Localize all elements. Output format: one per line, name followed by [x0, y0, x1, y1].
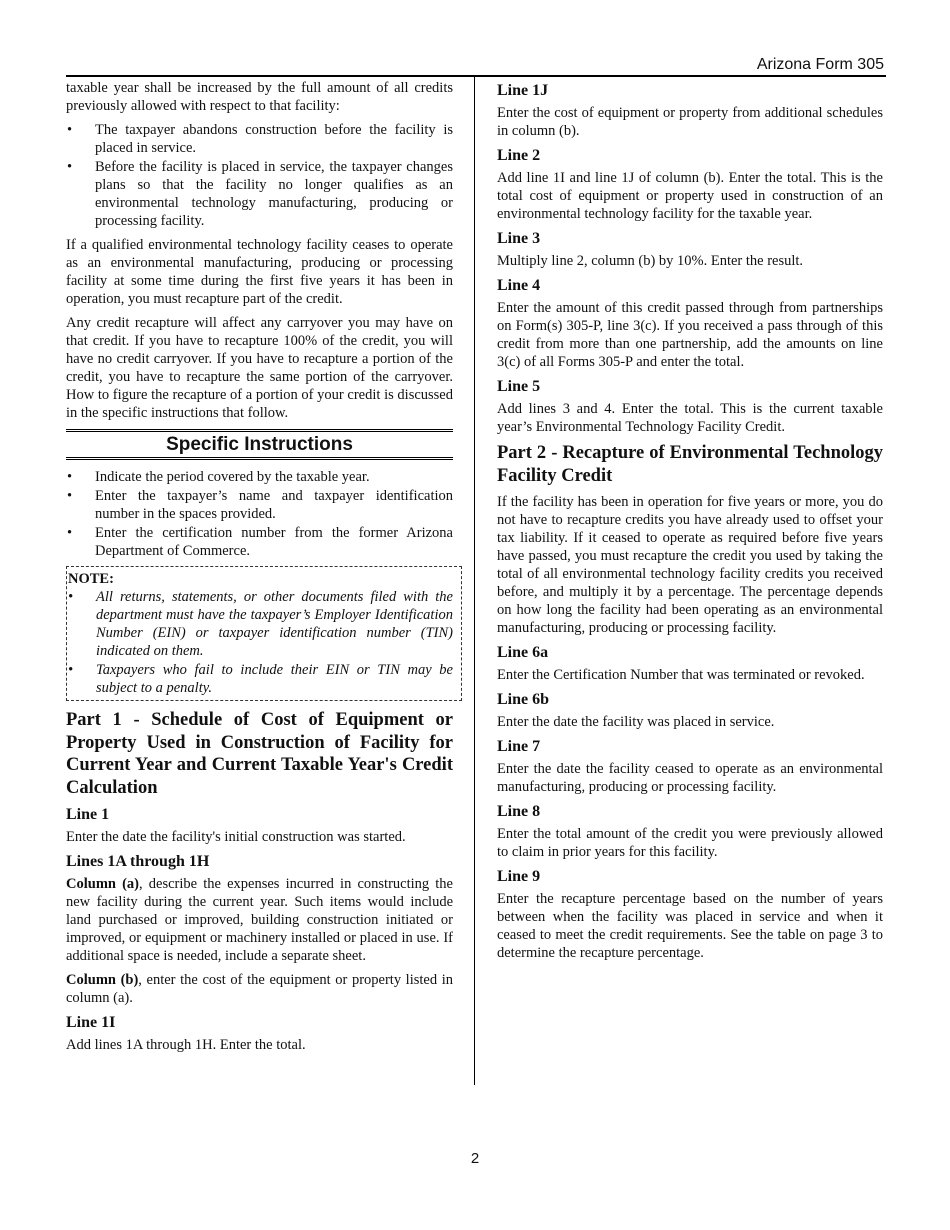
line2-heading: Line 2 — [497, 147, 541, 164]
recapture-conditions-list — [66, 121, 453, 230]
line4-heading: Line 4 — [497, 277, 541, 294]
line6b-heading: Line 6b — [497, 691, 550, 708]
list-item: • Taxpayers who fail to include their EIN or TIN may be subject to a penalty. — [67, 661, 453, 697]
part2-paragraph: If the facility has been in operation for five years or more, you do not have to recapture credits you have already used to offset your tax liability. If it ceased to operate as required before five years have passed, you must recapture the credit you used by taking the total of all environmental technology facility credits you received before, and multiply it by a percentage. The percentage depends on how long the facility had been operating as an environmental manufacturing, producing or processing facility. — [497, 494, 883, 636]
line6b-text: Enter the date the facility was placed in service. — [497, 714, 775, 730]
line1j-heading: Line 1J — [497, 82, 549, 99]
note-box — [66, 566, 462, 701]
column-b-label: Column (b) — [66, 972, 139, 988]
lines1a-1h-heading: Lines 1A through 1H — [66, 853, 210, 870]
column-a-label: Column (a) — [66, 876, 140, 892]
left-column — [66, 79, 453, 1060]
carryover-paragraph: Any credit recapture will affect any carryover you may have on that credit. If you have to recapture 100% of the credit, you will have no credit carryover. If you have to recapture a portion of the credit, you have to recapture the same portion of the carryover. How to figure the recapture of a portion of your credit is discussed in the specific instructions that follow. — [66, 315, 453, 421]
line7-heading: Line 7 — [497, 738, 541, 755]
column-b-paragraph — [66, 971, 453, 1007]
line3-heading: Line 3 — [497, 230, 541, 247]
column-a-text: , describe the expenses incurred in constructing the new facility during the current year. Such items would include land purchased or improved, building construction initiated or improved, or equipment or machinery installed or placed in use. If additional space is needed, include a separate sheet. — [66, 876, 453, 964]
list-item: • The taxpayer abandons construction before the facility is placed in service. — [66, 121, 453, 157]
line7-text: Enter the date the facility ceased to operate as an environmental manufacturing, producing or processing facility. — [497, 761, 883, 795]
line3-text: Multiply line 2, column (b) by 10%. Enter the result. — [497, 253, 804, 269]
form-title: Arizona Form 305 — [756, 56, 884, 73]
line2-text: Add line 1I and line 1J of column (b). Enter the total. This is the total cost of equipment or property used in construction of an environmental technology facility for the taxable year. — [497, 170, 883, 222]
line9-text: Enter the recapture percentage based on the number of years between when the facility was placed in service and when it ceased to meet the credit requirements. See the table on page 3 to determine the recapture percentage. — [497, 891, 883, 961]
list-item: • Enter the certification number from the former Arizona Department of Commerce. — [66, 524, 453, 560]
line9-heading: Line 9 — [497, 868, 541, 885]
column-b-text: , enter the cost of the equipment or property listed in column (a). — [66, 972, 453, 1006]
note-list — [67, 588, 453, 697]
line1-heading: Line 1 — [66, 806, 110, 823]
line1-text: Enter the date the facility's initial construction was started. — [66, 829, 406, 845]
line6a-text: Enter the Certification Number that was terminated or revoked. — [497, 667, 865, 683]
line1i-text: Add lines 1A through 1H. Enter the total. — [66, 1037, 306, 1053]
line4-text: Enter the amount of this credit passed through from partnerships on Form(s) 305-P, line 3(c). If you received a pass through of this credit from more than one partnership, add the amounts on line 3(c) of all Forms 305-P and enter the total. — [497, 300, 883, 370]
part1-heading: Part 1 - Schedule of Cost of Equipment or Property Used in Construction of Facility for Current Year and Current Taxable Year's Credit Calculation — [66, 710, 453, 798]
cease-paragraph: If a qualified environmental technology facility ceases to operate as an environmental manufacturing, producing or processing facility at some time during the first five years it has been in operation, you must recapture part of the credit. — [66, 237, 453, 307]
part2-heading: Part 2 - Recapture of Environmental Technology Facility Credit — [497, 443, 883, 486]
list-item: • Enter the taxpayer’s name and taxpayer identification number in the spaces provided. — [66, 487, 453, 523]
line5-heading: Line 5 — [497, 378, 541, 395]
specific-instructions-heading: Specific Instructions — [66, 429, 453, 460]
line8-heading: Line 8 — [497, 803, 541, 820]
list-item: • Indicate the period covered by the taxable year. — [66, 468, 453, 486]
note-title: NOTE: — [68, 571, 114, 587]
intro-paragraph: taxable year shall be increased by the full amount of all credits previously allowed with respect to that facility: — [66, 80, 453, 114]
column-a-paragraph — [66, 875, 453, 965]
line1i-heading: Line 1I — [66, 1014, 116, 1031]
line6a-heading: Line 6a — [497, 644, 549, 661]
line8-text: Enter the total amount of the credit you were previously allowed to claim in prior years for this facility. — [497, 826, 883, 860]
column-divider — [474, 77, 475, 1085]
specific-instructions-list — [66, 468, 453, 560]
line5-text: Add lines 3 and 4. Enter the total. This is the current taxable year’s Environmental Technology Facility Credit. — [497, 401, 883, 435]
right-column — [497, 81, 883, 968]
page-number: 2 — [470, 1150, 480, 1167]
header-rule — [66, 75, 886, 77]
list-item: • Before the facility is placed in service, the taxpayer changes plans so that the facility no longer qualifies as an environmental technology manufacturing, producing or processing facility. — [66, 158, 453, 230]
line1j-text: Enter the cost of equipment or property from additional schedules in column (b). — [497, 105, 883, 139]
list-item: • All returns, statements, or other documents filed with the department must have the taxpayer’s Employer Identification Number (EIN) or taxpayer identification number (TIN) indicated on them. — [67, 588, 453, 660]
